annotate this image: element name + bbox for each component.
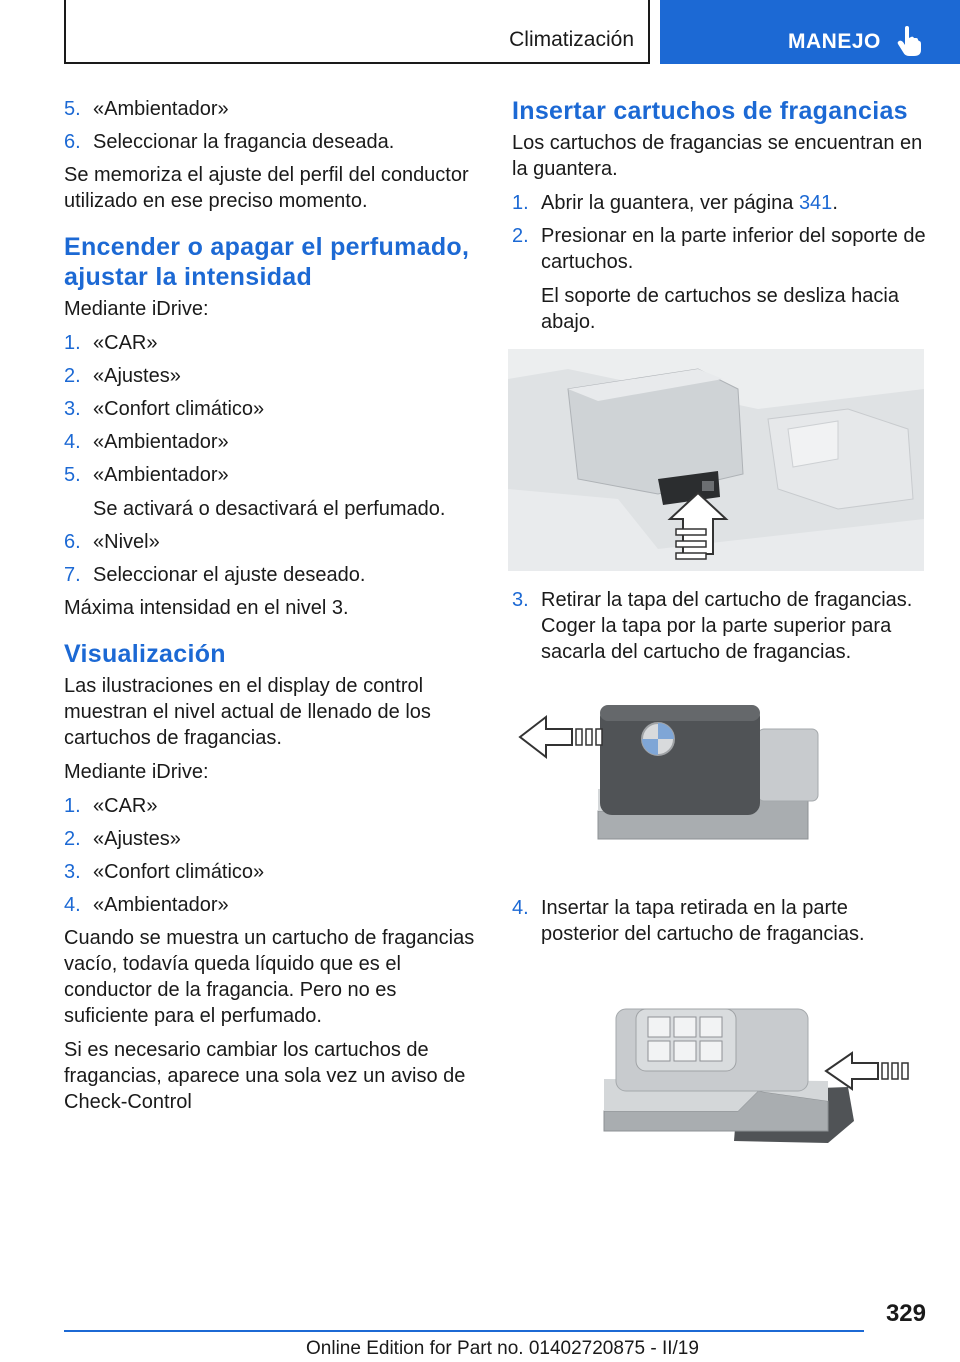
steps-list <box>512 587 928 665</box>
edition-text: Online Edition for Part no. 01402720875 - II/19 <box>306 1338 699 1359</box>
page-header <box>0 0 960 66</box>
paragraph: Si es necesario cambiar los cartuchos de fragancias, aparece una sola vez un aviso de Check-Control <box>64 1039 466 1113</box>
section-heading: Encender o apagar el perfumado, ajustar la intensidad <box>64 233 470 291</box>
steps-list <box>64 793 480 918</box>
list-item: 1. «CAR» <box>64 795 158 817</box>
list-item: 5. «Ambientador» Se activará o desactivará el perfumado. <box>64 462 480 522</box>
left-column <box>64 96 480 1123</box>
page-number: 329 <box>885 1300 926 1327</box>
list-item: 1. Abrir la guantera, ver página 341. <box>512 192 838 214</box>
list-item: 7. Seleccionar el ajuste deseado. <box>64 564 366 586</box>
chapter-tab[interactable] <box>660 0 960 64</box>
paragraph: Mediante iDrive: <box>64 298 209 320</box>
list-item-note: Se activará o desactivará el perfumado. <box>93 498 446 520</box>
list-item: 4. «Ambientador» <box>64 431 229 453</box>
list-item: 4. Insertar la tapa retirada en la parte posterior del cartucho de fragancias. <box>512 897 865 945</box>
list-item: 4. «Ambientador» <box>64 894 229 916</box>
list-item: 2. «Ajustes» <box>64 828 181 850</box>
footer-divider <box>64 1330 864 1332</box>
list-item: 3. Retirar la tapa del cartucho de fragancias. Coger la tapa por la parte superior para sacarla del cartucho de fragancias. <box>512 589 913 663</box>
section-title: Climatización <box>509 28 634 51</box>
paragraph: Las ilustraciones en el display de control muestran el nivel actual de llenado de los cartuchos de fragancias. <box>64 675 431 749</box>
steps-list <box>512 190 928 335</box>
list-item: 6. Seleccionar la fragancia deseada. <box>64 131 395 153</box>
section-heading: Visualización <box>64 640 226 668</box>
list-item: 1. «CAR» <box>64 332 158 354</box>
list-item: 2. Presionar en la parte inferior del soporte de cartuchos. El soporte de cartuchos se desliza hacia abajo. <box>512 223 928 335</box>
paragraph: Se memoriza el ajuste del perfil del conductor utilizado en ese preciso momento. <box>64 164 469 212</box>
steps-continued <box>64 96 480 155</box>
paragraph: Mediante iDrive: <box>64 761 209 783</box>
list-item: 6. «Nivel» <box>64 531 160 553</box>
insert-cap-rear-illustration <box>508 961 924 1171</box>
list-item: 5. «Ambientador» <box>64 98 229 120</box>
remove-cartridge-cap-illustration <box>508 679 924 879</box>
paragraph: Máxima intensidad en el nivel 3. <box>64 597 349 619</box>
list-item: 2. «Ajustes» <box>64 365 181 387</box>
list-item: 3. «Confort climático» <box>64 861 265 883</box>
paragraph: Los cartuchos de fragancias se encuentran en la guantera. <box>512 132 923 180</box>
list-item-note: El soporte de cartuchos se desliza hacia abajo. <box>541 285 899 333</box>
section-header-box <box>64 0 650 64</box>
list-item: 3. «Confort climático» <box>64 398 265 420</box>
steps-list <box>512 895 928 947</box>
hand-pointer-icon <box>896 26 922 56</box>
steps-list <box>64 330 480 588</box>
section-heading: Insertar cartuchos de fragancias <box>512 97 908 125</box>
right-column <box>512 96 928 1187</box>
chapter-title: MANEJO <box>788 30 881 53</box>
paragraph: Cuando se muestra un cartucho de fragancias vacío, todavía queda líquido que es el conductor de la fragancia. Pero no es suficiente para el perfumado. <box>64 927 475 1027</box>
page-link[interactable]: 341 <box>798 192 833 214</box>
glovebox-cartridge-holder-illustration <box>508 349 924 571</box>
